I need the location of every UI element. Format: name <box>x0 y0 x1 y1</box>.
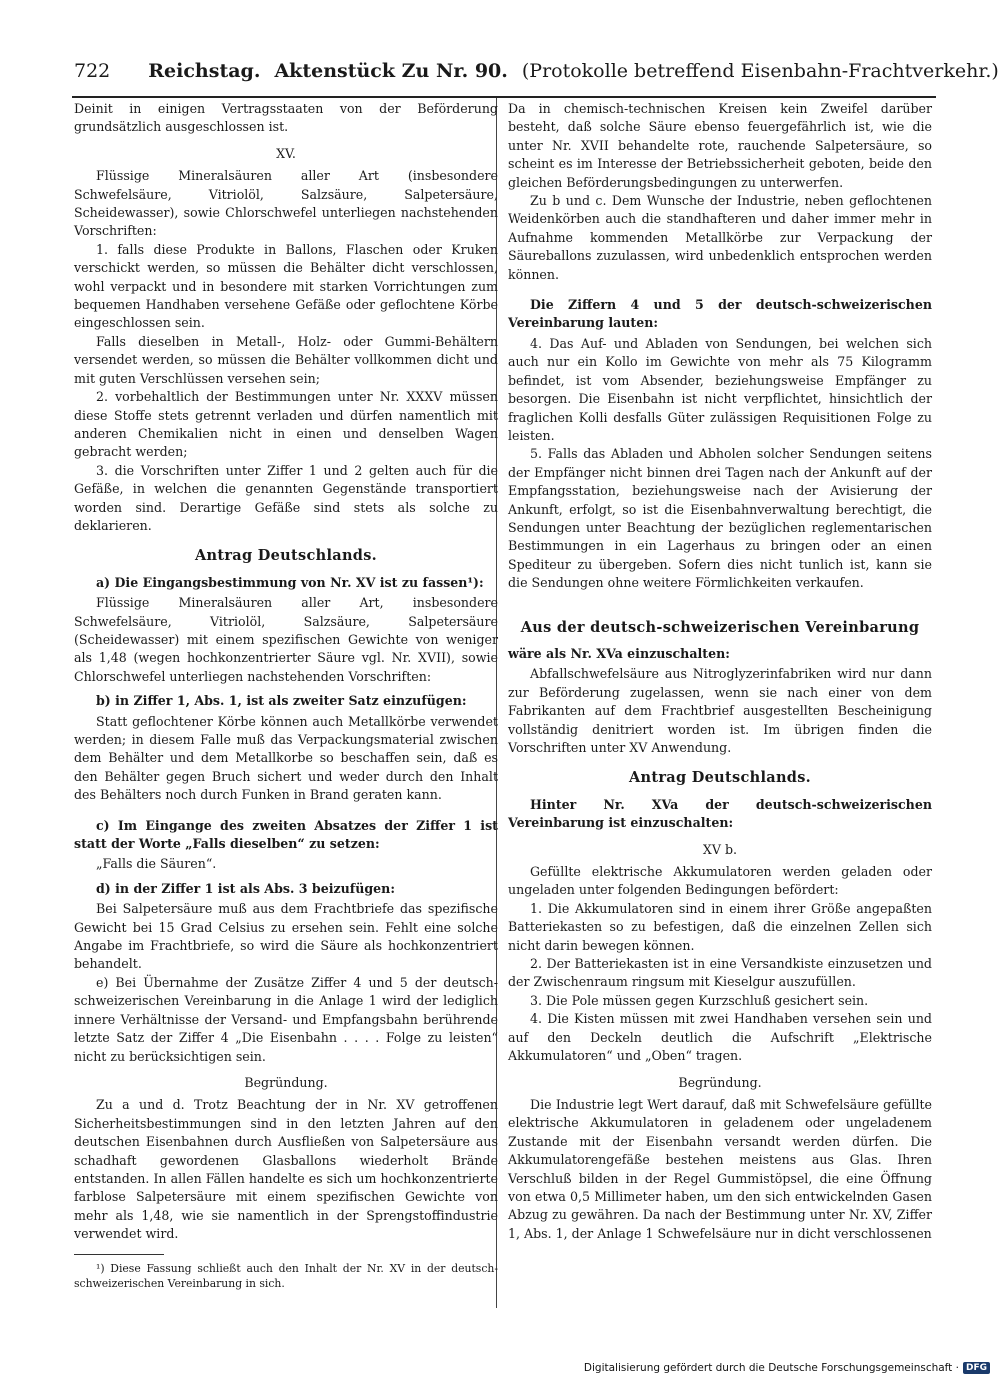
antrag-heading: Antrag Deutschlands. <box>628 769 812 787</box>
subheading-a: a) Die Eingangsbestimmung von Nr. XV ist zu fassen¹): <box>96 574 484 590</box>
subheading-d: d) in der Ziffer 1 ist als Abs. 3 beizufügen: <box>96 880 395 896</box>
paragraph: Zu b und c. Dem Wunsche der Industrie, neben geflochtenen Weidenkörben auch die standhafteren und daher immer mehr in Aufnahme kommenden Metallkörbe zur Verpackung der Säureballons zuzulassen, wird unbedenklich entsprochen werden können. <box>508 193 932 282</box>
paragraph: Statt geflochtener Körbe können auch Metallkörbe verwendet werden; in diesem Falle muß das Verpackungsmaterial zwischen dem Behälter und dem Metallkorbe so beschaffen sein, daß es den Behälter gegen Bruch sichert und weder durch den Inhalt des Behälters noch durch Funken in Brand geraten kann. <box>74 713 498 803</box>
paragraph: Abfallschwefelsäure aus Nitroglyzerinfabriken wird nur dann zur Beförderung zugelassen, wenn sie nach einer von dem Fabrikanten auf dem Frachtbrief ausgestellten Bescheinigung vollständig denitriert worden ist. Im übrigen finden die Vorschriften unter XV Anwendung. <box>508 666 932 755</box>
dfg-logo: DFG <box>963 1362 990 1374</box>
paragraph: Zu a und d. Trotz Beachtung der in Nr. XV getroffenen Sicherheitsbestimmungen sind in den letzten Jahren auf den deutschen Eisenbahnen durch Ausfließen von Salpetersäure aus schadhaft gewordenen Glasballons wiederholt Brände entstanden. In allen Fällen handelte es sich um hochkonzentrierte farblose Salpetersäure mit einem spezifischen Gewichte von mehr als 1,48, wie sie namentlich in der Sprengstoffindustrie verwendet wird. <box>74 1097 498 1242</box>
header-topic: (Protokolle betreffend Eisenbahn-Frachtverkehr.) <box>521 60 999 82</box>
credit-text: Digitalisierung gefördert durch die Deutsche Forschungsgemeinschaft · <box>583 1362 959 1374</box>
paragraph: Falls dieselben in Metall-, Holz- oder Gummi-Behältern versendet werden, so müssen die Behälter vollkommen dicht und mit guten Verschlüssen versehen sein; <box>74 333 498 386</box>
paragraph: 1. falls diese Produkte in Ballons, Flaschen oder Kruken verschickt werden, so müssen die Behälter dicht verschlossen, wohl verpackt und in besondere mit starken Vorrichtungen zum bequemen Handhaben versehene Gefäße oder geflochtene Körbe eingeschlossen sein. <box>74 241 498 331</box>
paragraph: 1. Die Akkumulatoren sind in einem ihrer Größe angepaßten Batteriekasten so zu befestigen, daß die einzelnen Zellen sich nicht darin bewegen können. <box>508 900 932 953</box>
subheading-b: b) in Ziffer 1, Abs. 1, ist als zweiter Satz einzufügen: <box>96 693 467 709</box>
footnote: ¹) Diese Fassung schließt auch den Inhalt der Nr. XV in der deutsch-schweizerischen Vereinbarung in sich. <box>74 1261 498 1290</box>
left-column <box>74 100 498 1291</box>
digitization-credit <box>584 1362 990 1374</box>
begruendung-heading: Begründung. <box>244 1074 328 1090</box>
hinter-heading: Hinter Nr. XVa der deutsch-schweizerischen Vereinbarung ist einzuschalten: <box>508 796 932 831</box>
header-rule <box>72 96 936 98</box>
header-title: Reichstag. <box>148 60 261 82</box>
section-heading-xv: XV. <box>276 145 296 161</box>
paragraph: 5. Falls das Abladen und Abholen solcher Sendungen seitens der Empfänger nicht binnen drei Tagen nach der Ankunft auf der Empfangsstation, beziehungsweise nach der Avisierung der Ankunft, erfolgt, so ist die Eisenbahnverwaltung berechtigt, die Sendungen unter Beachtung der bezüglichen reglementarischen Bestimmungen in ein Lagerhaus zu bringen oder an einen Spediteur zu übergeben. Sofern dies nicht tunlich ist, kann sie die Sendungen ohne weitere Förmlichkeiten verkaufen. <box>508 446 932 591</box>
paragraph: Flüssige Mineralsäuren aller Art, insbesondere Schwefelsäure, Vitriolöl, Salzsäure, Salpetersäure (Scheidewasser) mit einem spezifischen Gewichte von weniger als 1,48 (wegen hochkonzentrierter Säure vgl. Nr. XVII), sowie Chlorschwefel unterliegen nachstehenden Vorschriften: <box>74 595 498 684</box>
paragraph: 3. die Vorschriften unter Ziffer 1 und 2 gelten auch für die Gefäße, in welchen die genannten Gegenstände transportiert worden sind. Derartige Gefäße sind stets als solche zu deklarieren. <box>74 462 498 533</box>
antrag-heading: Antrag Deutschlands. <box>194 547 378 565</box>
ziffern-heading: Die Ziffern 4 und 5 der deutsch-schweizerischen Vereinbarung lauten: <box>508 297 932 331</box>
page-number: 722 <box>74 60 111 82</box>
page-header <box>74 60 999 90</box>
waere-heading: wäre als Nr. XVa einzuschalten: <box>508 645 730 661</box>
paragraph: 2. vorbehaltlich der Bestimmungen unter Nr. XXXV müssen diese Stoffe stets getrennt verladen und dürfen namentlich mit anderen Chemikalien nicht in einen und denselben Wagen gebracht werden; <box>74 389 498 460</box>
header-subtitle: Aktenstück Zu Nr. 90. <box>274 60 508 82</box>
aus-heading: Aus der deutsch-schweizerischen Vereinbarung <box>520 618 920 636</box>
paragraph: 3. Die Pole müssen gegen Kurzschluß gesichert sein. <box>530 992 869 1008</box>
paragraph: Die Industrie legt Wert darauf, daß mit Schwefelsäure gefüllte elektrische Akkumulatoren in geladenem oder ungeladenem Zustande mit der Eisenbahn versandt werden dürfen. Die Akkumulatorengefäße bestehen meistens aus Glas. Ihren Verschluß bilden in der Regel Gummistöpsel, die eine Öffnung von etwa 0,5 Millimeter haben, um den sich entwickelnden Gasen Abzug zu gewähren. Da nach der Bestimmung unter Nr. XV, Ziffer 1, Abs. 1, der Anlage 1 Schwefelsäure nur in dicht verschlossenen <box>508 1096 932 1241</box>
paragraph: Deinit in einigen Vertragsstaaten von der Beförderung grundsätzlich ausgeschlossen ist. <box>74 101 498 135</box>
paragraph: Gefüllte elektrische Akkumulatoren werden geladen oder ungeladen unter folgenden Bedingungen befördert: <box>508 864 932 898</box>
footnote-rule <box>74 1254 164 1255</box>
begruendung-heading: Begründung. <box>678 1074 762 1090</box>
section-heading-xvb: XV b. <box>702 841 738 857</box>
subheading-c: c) Im Eingange des zweiten Absatzes der Ziffer 1 ist statt der Worte „Falls dieselben“ zu setzen: <box>74 817 498 852</box>
right-column <box>508 100 932 1243</box>
paragraph: Bei Salpetersäure muß aus dem Frachtbriefe das spezifische Gewicht bei 15 Grad Celsius zu ersehen sein. Fehlt eine solche Angabe im Frachtbriefe, so wird die Säure als hochkonzentriert behandelt. <box>74 901 498 972</box>
paragraph: Flüssige Mineralsäuren aller Art (insbesondere Schwefelsäure, Vitriolöl, Salzsäure, Salpetersäure, Scheidewasser), sowie Chlorschwefel unterliegen nachstehenden Vorschriften: <box>74 168 498 239</box>
paragraph: 2. Der Batteriekasten ist in eine Versandkiste einzusetzen und der Zwischenraum ringsum mit Kieselgur auszufüllen. <box>508 956 932 990</box>
paragraph: Da in chemisch-technischen Kreisen kein Zweifel darüber besteht, daß solche Säure ebenso feuergefährlich ist, wie die unter Nr. XVII behandelte rote, rauchende Salpetersäure, so scheint es im Interesse der Betriebssicherheit geboten, beide den gleichen Beförderungsbedingungen zu unterwerfen. <box>508 101 932 190</box>
paragraph: 4. Die Kisten müssen mit zwei Handhaben versehen sein und auf den Deckeln deutlich die Aufschrift „Elektrische Akkumulatoren“ und „Oben“ tragen. <box>508 1011 932 1064</box>
paragraph: e) Bei Übernahme der Zusätze Ziffer 4 und 5 der deutsch-schweizerischen Vereinbarung in die Anlage 1 wird der lediglich innere Verhältnisse der Versand- und Empfangsbahn berührende letzte Satz der Ziffer 4 „Die Eisenbahn . . . . Folge zu leisten“ nicht zu berücksichtigen sein. <box>74 974 498 1064</box>
paragraph: „Falls die Säuren“. <box>96 856 217 872</box>
paragraph: 4. Das Auf- und Abladen von Sendungen, bei welchen sich auch nur ein Kollo im Gewichte von mehr als 75 Kilogramm befindet, ist vom Absender, beziehungsweise Empfänger zu besorgen. Die Eisenbahn ist nicht verpflichtet, hinsichtlich der fraglichen Kolli desfalls Güter zulässigen Requisitionen Folge zu leisten. <box>508 335 932 443</box>
